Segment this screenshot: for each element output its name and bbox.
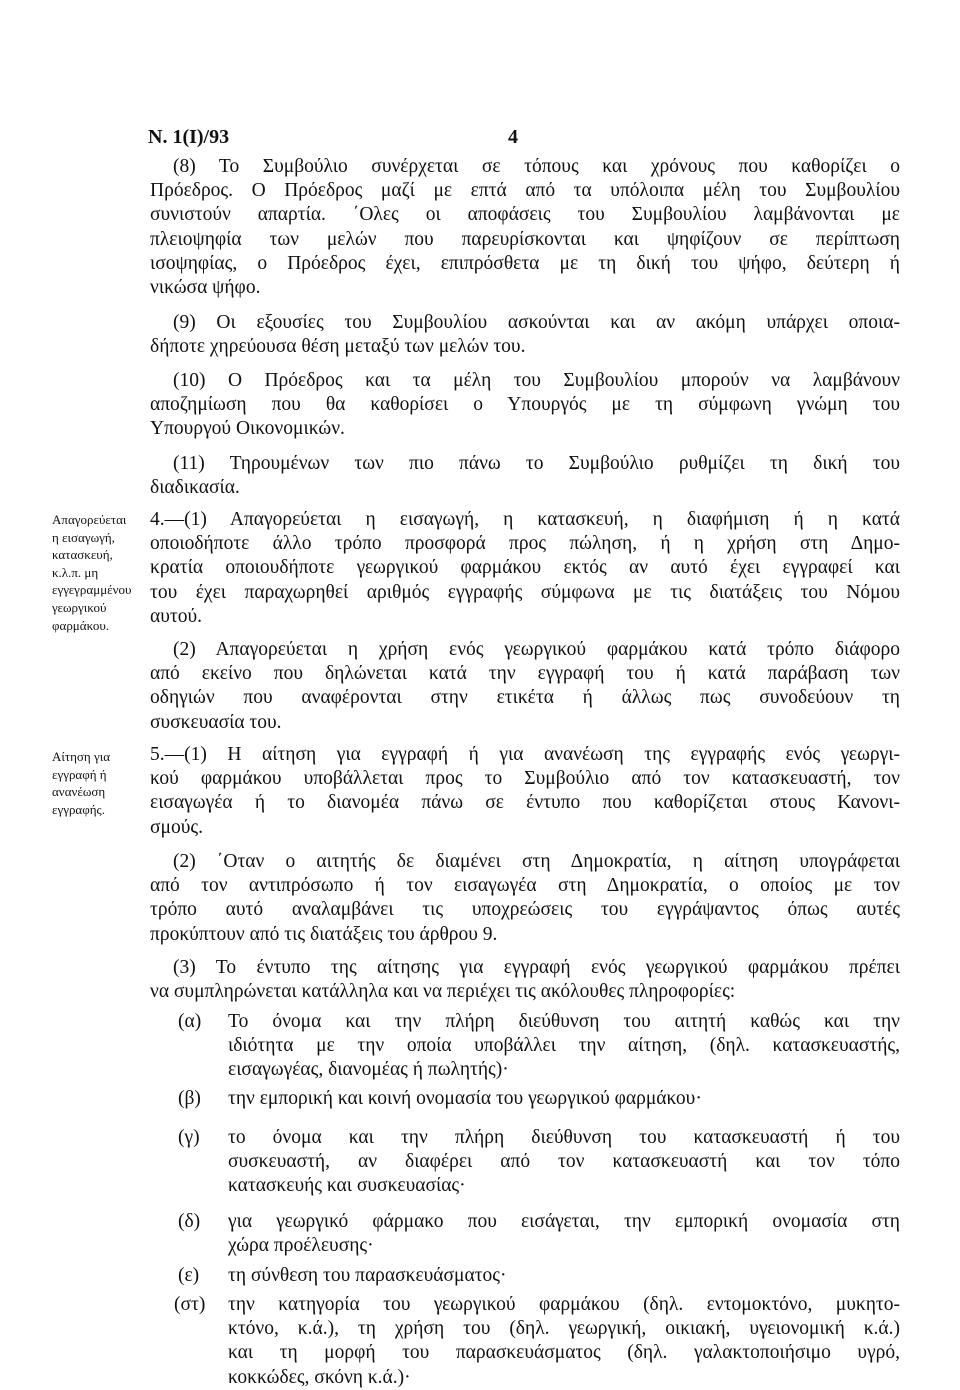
text-line: Πρόεδρος. Ο Πρόεδρος μαζί με επτά από τα υπόλοιπα μέλη του Συμβουλίου [150, 180, 900, 202]
text-line: (9) Οι εξουσίες του Συμβουλίου ασκούνται και αν ακόμη υπάρχει οποια- [173, 312, 900, 333]
paragraph-8 [150, 155, 900, 300]
list-item-label: (δ) [178, 1211, 201, 1232]
text-line: ανανέωση [52, 784, 106, 800]
law-number: N. 1(I)/93 [148, 126, 230, 148]
text-line: Το όνομα και την πλήρη διεύθυνση του αιτητή καθώς και την [228, 1011, 900, 1032]
text-line: του έχει παραχωρηθεί αριθμός εγγραφής σύμφωνα με τις διατάξεις του Νόμου [150, 581, 900, 603]
text-line: τη σύνθεση του παρασκευάσματος· [228, 1265, 507, 1286]
margin-note-prohibition [52, 511, 148, 634]
text-line: εγγραφής. [52, 801, 105, 817]
list-item-b [228, 1087, 900, 1111]
text-line: 4.—(1) Απαγορεύεται η εισαγωγή, η κατασκευή, η διαφήμιση ή η κατά [150, 509, 900, 530]
list-item-c [228, 1126, 900, 1199]
list-item-f [228, 1293, 900, 1390]
text-line: να συμπληρώνεται κατάλληλα και να περιέχει τις ακόλουθες πληροφορίες: [150, 981, 736, 1003]
section-4-paragraph-2 [150, 638, 900, 735]
paragraph-11 [150, 452, 900, 500]
text-line: την εμπορική και κοινή ονομασία του γεωργικού φαρμάκου· [228, 1088, 702, 1109]
paragraph-10 [150, 369, 900, 442]
text-line: σμούς. [150, 816, 203, 838]
text-line: Υπουργού Οικονομικών. [150, 418, 345, 440]
text-line: κατασκευής και συσκευασίας· [228, 1175, 466, 1197]
text-line: από εκείνο που δηλώνεται κατά την εγγραφή του ή κατά παράβαση των [150, 663, 900, 685]
text-line: (11) Τηρουμένων των πιο πάνω το Συμβούλιο ρυθμίζει τη δική του [173, 453, 900, 474]
text-line: (3) Το έντυπο της αίτησης για εγγραφή ενός γεωργικού φαρμάκου πρέπει [173, 957, 900, 978]
text-line: το όνομα και την πλήρη διεύθυνση του κατασκευαστή ή του [228, 1127, 900, 1148]
page-number: 4 [508, 126, 518, 148]
text-line: συσκευασία του. [150, 711, 282, 733]
text-line: συνιστούν απαρτία. ΄Ολες οι αποφάσεις του Συμβουλίου λαμβάνονται με [150, 204, 900, 226]
list-item-label: (γ) [178, 1127, 200, 1148]
text-line: τρόπο αυτό αναλαμβάνει τις υποχρεώσεις του εγγράψαντος όπως αυτές [150, 899, 900, 921]
list-item-label: (ε) [178, 1265, 200, 1286]
margin-note-application [52, 748, 148, 818]
paragraph-9 [150, 311, 900, 359]
text-line: διαδικασία. [150, 477, 240, 499]
text-line: η εισαγωγή, [52, 529, 115, 545]
text-line: (10) Ο Πρόεδρος και τα μέλη του Συμβουλίου μπορούν να λαμβάνουν [173, 370, 900, 391]
text-line: αποζημίωση που θα καθορίσει ο Υπουργός με τη σύμφωνη γνώμη του [150, 394, 900, 416]
list-item-label: (στ) [174, 1294, 206, 1315]
text-line: (2) Απαγορεύεται η χρήση ενός γεωργικού φαρμάκου κατά τρόπο διάφορο [173, 639, 900, 660]
list-item-e [228, 1264, 900, 1288]
text-line: την κατηγορία του γεωργικού φαρμάκου (δηλ. εντομοκτόνο, μυκητο- [228, 1294, 900, 1315]
text-line: πλειοψηφία των μελών που παρευρίσκονται και ψηφίζουν σε περίπτωση [150, 228, 900, 250]
list-item-a [228, 1010, 900, 1083]
text-line: 5.—(1) Η αίτηση για εγγραφή ή για ανανέωση της εγγραφής ενός γεωργι- [150, 744, 900, 765]
text-line: κατασκευή, [52, 547, 113, 563]
text-line: ισοψηφίας, ο Πρόεδρος έχει, επιπρόσθετα με τη δική του ψήφο, δεύτερη ή [150, 252, 900, 274]
text-line: εγγραφή ή [52, 766, 107, 782]
text-line: για γεωργικό φάρμακο που εισάγεται, την εμπορική ονομασία στη [228, 1211, 900, 1232]
text-line: ιδιότητα με την οποία υποβάλλει την αίτηση, (δηλ. κατασκευαστής, [228, 1035, 900, 1057]
text-line: νικώσα ψήφο. [150, 276, 261, 298]
text-line: κτόνο, κ.ά.), τη χρήση του (δηλ. γεωργική, οικιακή, υγειονομική κ.ά.) [228, 1318, 900, 1340]
text-line: από τον αντιπρόσωπο ή τον εισαγωγέα στη Δημοκρατία, ο οποίος με τον [150, 875, 900, 897]
text-line: εισαγωγέα ή το διανομέα πάνω σε έντυπο που καθορίζεται στους Κανονι- [150, 792, 900, 814]
section-5-paragraph-3 [150, 956, 900, 1004]
text-line: (2) ΄Οταν ο αιτητής δε διαμένει στη Δημοκρατία, η αίτηση υπογράφεται [173, 851, 900, 872]
text-line: κρατία οποιουδήποτε γεωργικού φαρμάκου εκτός αν αυτό έχει εγγραφεί και [150, 557, 900, 579]
text-line: δήποτε χηρεύουσα θέση μεταξύ των μελών του. [150, 336, 526, 358]
text-line: κού φαρμάκου υποβάλλεται προς το Συμβούλιο από τον κατασκευαστή, τον [150, 768, 900, 790]
list-item-label: (β) [178, 1088, 201, 1109]
section-5-paragraph-1 [150, 743, 900, 840]
section-4-paragraph-1 [150, 508, 900, 629]
text-line: και τη μορφή του παρασκευάσματος (δηλ. γαλακτοποιήσιμο υγρό, [228, 1342, 900, 1364]
list-item-d [228, 1210, 900, 1258]
text-line: κ.λ.π. μη [52, 564, 99, 580]
text-line: χώρα προέλευσης· [228, 1235, 374, 1257]
text-line: εισαγωγέας, διανομέας ή πωλητής)· [228, 1059, 509, 1081]
text-line: αυτού. [150, 605, 202, 627]
list-item-label: (α) [178, 1011, 202, 1032]
text-line: (8) Το Συμβούλιο συνέρχεται σε τόπους και χρόνους που καθορίζει ο [173, 156, 900, 177]
text-line: συσκευαστή, αν διαφέρει από τον κατασκευαστή και τον τόπο [228, 1151, 900, 1173]
text-line: οδηγιών που αναφέρονται στην ετικέτα ή άλλως πως συνοδεύουν τη [150, 687, 900, 709]
text-line: Απαγορεύεται [52, 512, 127, 527]
text-line: εγγεγραμμένου [52, 582, 132, 598]
text-line: οποιοδήποτε άλλο τρόπο προσφορά προς πώληση, ή η χρήση στη Δημο- [150, 533, 900, 555]
text-line: προκύπτουν από τις διατάξεις του άρθρου 9. [150, 923, 498, 945]
section-5-paragraph-2 [150, 850, 900, 947]
text-line: γεωργικού [52, 599, 107, 615]
text-line: κοκκώδες, σκόνη κ.ά.)· [228, 1366, 411, 1388]
text-line: Αίτηση για [52, 749, 111, 764]
text-line: φαρμάκου. [52, 617, 110, 633]
